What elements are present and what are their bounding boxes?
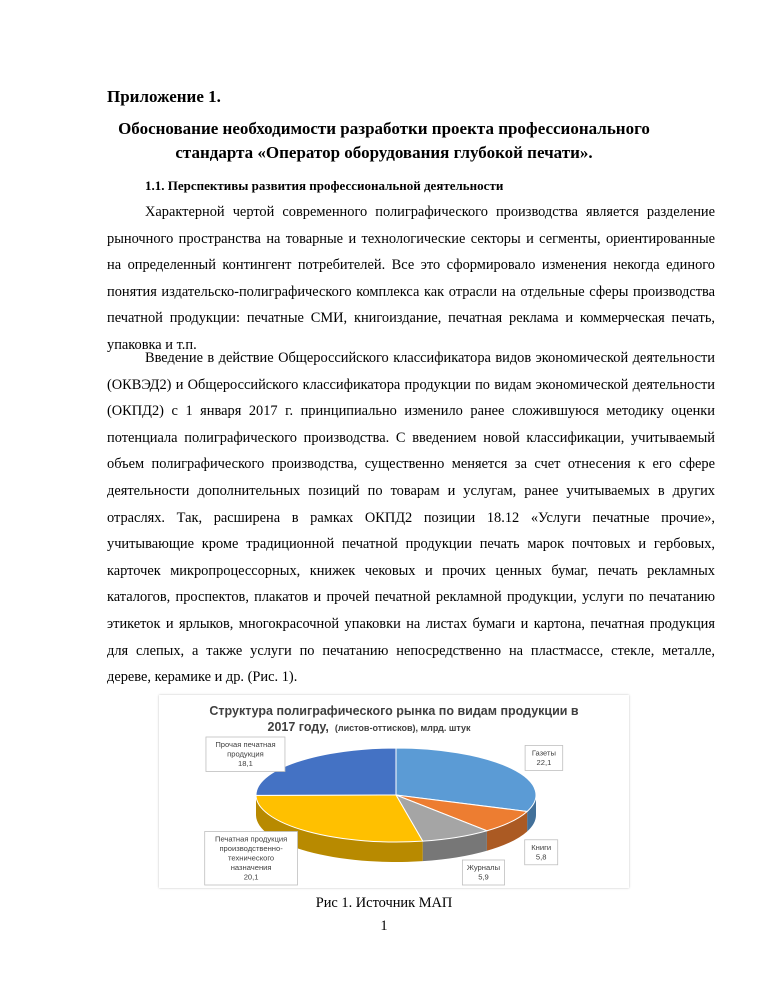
pie-label-2 [462, 860, 504, 885]
chart-title-line-1: Структура полиграфического рынка по видам продукции в [209, 704, 579, 718]
pie-label-text-3-2: технического [228, 853, 275, 863]
pie-label-1 [525, 840, 558, 865]
figure-caption: Рис 1. Источник МАП [315, 895, 453, 911]
pie-tops [256, 748, 536, 842]
document-title: Обоснование необходимости разработки проекта профессионального стандарта «Оператор оборудования глубокой печати». [118, 119, 650, 162]
appendix-label: Приложение 1. [107, 87, 221, 106]
pie-label-text-2-0: Журналы [466, 863, 501, 872]
pie-label-text-4-0: Прочая печатная [215, 740, 276, 749]
pie-chart-figure [159, 695, 629, 888]
pie-label-value-1: 5,8 [535, 852, 547, 862]
pie-chart [159, 695, 629, 888]
pie-label-text-3-1: производственно- [219, 844, 283, 853]
chart-title-line-2-small: (листов-оттисков), млрд. штук [334, 723, 471, 733]
pie-label-0 [525, 745, 563, 770]
paragraph-1: Характерной чертой современного полиграфического производства является разделение рыночного пространства на товарные и технологические секторы и сегменты, ориентированные на определенный контингент потребителей. Все это сформировало изменения некогда единого понятия издательско-полиграфического комплекса как отрасли на отдельные сферы производства печатной продукции: печатные СМИ, книгоиздание, печатная реклама и коммерческая печать, упаковка и т.п. [107, 204, 715, 353]
pie-label-value-2: 5,9 [478, 872, 489, 882]
paragraph-2: Введение в действие Общероссийского классификатора видов экономической деятельности (ОКВЭД2) и Общероссийского классификатора продукции по видам экономической деятельности (ОКПД2) с 1 января 2017 г. принципиально изменило ранее сложившуюся методику оценки потенциала полиграфического производства. С введением новой классификации, учитываемый объем полиграфического производства, существенно меняется за счет отнесения к его сфере деятельности дополнительных позиций по товарам и услугам, ранее учитываемых в других отраслях. Так, расширена в рамках ОКПД2 позиции 18.12 «Услуги печатные прочие», учитывающие кроме традиционной печатной продукции печать марок почтовых и гербовых, карточек микропроцессорных, книжек чековых и прочих ценных бумаг, печать рекламных каталогов, проспектов, плакатов и прочей печатной рекламной продукции, услуги по печатанию этикеток и ярлыков, многокрасочной упаковки на листах бумаги и картона, печатная продукция для слепых, а также услуги по печатанию непосредственно на пластмассе, стекле, металле, дереве, керамике и др. (Рис. 1). [107, 350, 715, 686]
chart-title-line-2 [268, 720, 471, 734]
pie-label-text-3-0: Печатная продукция [214, 834, 288, 844]
pie-label-value-3: 20,1 [243, 872, 259, 882]
pie-label-3 [205, 832, 298, 886]
pie-label-text-3-3: назначения [230, 863, 272, 872]
section-heading: 1.1. Перспективы развития профессиональной деятельности [145, 178, 504, 193]
pie-label-value-0: 22,1 [536, 757, 552, 767]
page-number: 1 [380, 918, 388, 934]
pie-label-text-4-1: продукция [227, 749, 264, 759]
pie-label-value-4: 18,1 [238, 759, 253, 768]
chart-title-line-2-main: 2017 году, [267, 720, 329, 734]
pie-label-4 [206, 737, 285, 772]
pie-label-text-0-0: Газеты [531, 748, 556, 758]
pie-label-text-1-0: Книги [531, 842, 552, 852]
